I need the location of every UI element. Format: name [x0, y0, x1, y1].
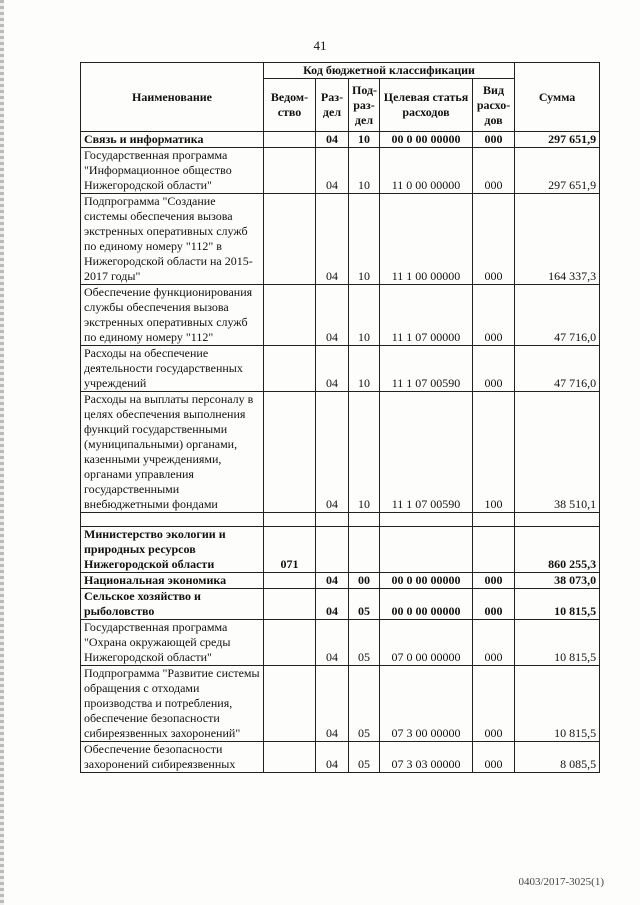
row-vedomstvo: [264, 346, 316, 392]
table-row: [81, 346, 600, 392]
spacer-cell: [473, 513, 515, 527]
spacer-cell: [515, 513, 600, 527]
row-vedomstvo: [264, 148, 316, 194]
row-name: Обеспечение функционирования службы обеспечения вызова экстренных оперативных служб по единому номеру "112": [81, 285, 264, 346]
row-summa: 47 716,0: [515, 285, 600, 346]
row-name: Министерство экологии и природных ресурсов Нижегородской области: [81, 527, 264, 573]
scan-edge: [0, 0, 4, 905]
row-celevaya: 11 1 00 00000: [380, 194, 473, 285]
row-podrazdel: 00: [349, 573, 380, 589]
row-vedomstvo: [264, 589, 316, 620]
row-vedomstvo: [264, 132, 316, 148]
row-vid: 000: [473, 620, 515, 666]
row-razdel: 04: [316, 589, 349, 620]
row-podrazdel: 10: [349, 285, 380, 346]
row-vid: 000: [473, 132, 515, 148]
row-razdel: 04: [316, 132, 349, 148]
header-celevaya: Целевая статья расходов: [380, 79, 473, 132]
row-summa: 297 651,9: [515, 148, 600, 194]
row-vedomstvo: [264, 742, 316, 773]
budget-table: [80, 62, 600, 773]
row-vid: 000: [473, 589, 515, 620]
spacer-cell: [264, 513, 316, 527]
table-row: [81, 392, 600, 513]
row-vid: 000: [473, 148, 515, 194]
row-razdel: 04: [316, 620, 349, 666]
page-number: 41: [313, 38, 327, 53]
header-razdel: Раз-дел: [316, 79, 349, 132]
row-summa: 47 716,0: [515, 346, 600, 392]
row-celevaya: 11 1 07 00590: [380, 346, 473, 392]
row-vedomstvo: [264, 194, 316, 285]
header-summa: Сумма: [515, 63, 600, 132]
row-podrazdel: 10: [349, 194, 380, 285]
table-row: [81, 527, 600, 573]
header-vedomstvo: Ведом-ство: [264, 79, 316, 132]
row-name: Сельское хозяйство и рыболовство: [81, 589, 264, 620]
row-celevaya: 07 0 00 00000: [380, 620, 473, 666]
row-podrazdel: 05: [349, 589, 380, 620]
row-name: Государственная программа "Информационное общество Нижегородской области": [81, 148, 264, 194]
row-razdel: 04: [316, 666, 349, 742]
row-name: Подпрограмма "Создание системы обеспечения вызова экстренных оперативных служб по единому номеру "112" в Нижегородской области на 2015-2017 годы": [81, 194, 264, 285]
spacer-cell: [380, 513, 473, 527]
row-podrazdel: 10: [349, 132, 380, 148]
row-razdel: 04: [316, 346, 349, 392]
row-podrazdel: 05: [349, 742, 380, 773]
row-summa: 38 510,1: [515, 392, 600, 513]
row-vid: [473, 527, 515, 573]
row-vid: 000: [473, 742, 515, 773]
table-row: [81, 666, 600, 742]
table-row: [81, 573, 600, 589]
row-vedomstvo: [264, 285, 316, 346]
row-vedomstvo: [264, 666, 316, 742]
row-vedomstvo: [264, 620, 316, 666]
table-row: [81, 148, 600, 194]
row-summa: 297 651,9: [515, 132, 600, 148]
row-celevaya: 00 0 00 00000: [380, 589, 473, 620]
spacer-cell: [81, 513, 264, 527]
row-celevaya: 00 0 00 00000: [380, 132, 473, 148]
row-razdel: [316, 527, 349, 573]
row-celevaya: 11 0 00 00000: [380, 148, 473, 194]
spacer-row: [81, 513, 600, 527]
row-vid: 000: [473, 573, 515, 589]
table-row: [81, 132, 600, 148]
row-summa: 10 815,5: [515, 666, 600, 742]
header-name: Наименование: [81, 63, 264, 132]
table-row: [81, 589, 600, 620]
row-podrazdel: 10: [349, 392, 380, 513]
row-podrazdel: 05: [349, 620, 380, 666]
table-row: [81, 742, 600, 773]
row-vid: 000: [473, 285, 515, 346]
row-celevaya: 11 1 07 00590: [380, 392, 473, 513]
row-podrazdel: 10: [349, 346, 380, 392]
row-vid: 000: [473, 346, 515, 392]
row-celevaya: [380, 527, 473, 573]
row-name: Подпрограмма "Развитие системы обращения с отходами производства и потребления, обеспечение безопасности сибиреязвенных захоронений": [81, 666, 264, 742]
row-podrazdel: 05: [349, 666, 380, 742]
row-name: Расходы на обеспечение деятельности государственных учреждений: [81, 346, 264, 392]
row-vid: 000: [473, 194, 515, 285]
row-celevaya: 07 3 00 00000: [380, 666, 473, 742]
row-vid: 100: [473, 392, 515, 513]
row-vedomstvo: [264, 392, 316, 513]
row-summa: 38 073,0: [515, 573, 600, 589]
row-name: Связь и информатика: [81, 132, 264, 148]
spacer-cell: [349, 513, 380, 527]
table-body: [81, 132, 600, 773]
row-razdel: 04: [316, 194, 349, 285]
row-summa: 8 085,5: [515, 742, 600, 773]
header-budget-code: Код бюджетной классификации: [264, 63, 515, 79]
row-summa: 10 815,5: [515, 589, 600, 620]
row-vid: 000: [473, 666, 515, 742]
row-razdel: 04: [316, 742, 349, 773]
table-row: [81, 285, 600, 346]
row-summa: 164 337,3: [515, 194, 600, 285]
row-name: Обеспечение безопасности захоронений сибиреязвенных: [81, 742, 264, 773]
row-vedomstvo: 071: [264, 527, 316, 573]
row-name: Государственная программа "Охрана окружающей среды Нижегородской области": [81, 620, 264, 666]
table-row: [81, 194, 600, 285]
row-name: Национальная экономика: [81, 573, 264, 589]
header-podrazdel: Под-раз-дел: [349, 79, 380, 132]
table-row: [81, 620, 600, 666]
row-celevaya: 00 0 00 00000: [380, 573, 473, 589]
spacer-cell: [316, 513, 349, 527]
row-podrazdel: [349, 527, 380, 573]
header-vid: Вид расхо-дов: [473, 79, 515, 132]
row-razdel: 04: [316, 148, 349, 194]
row-podrazdel: 10: [349, 148, 380, 194]
row-name: Расходы на выплаты персоналу в целях обеспечения выполнения функций государственными (муниципальными) органами, казенными учреждениями, органами управления государственными внебюджетными фондами: [81, 392, 264, 513]
row-celevaya: 07 3 03 00000: [380, 742, 473, 773]
row-razdel: 04: [316, 573, 349, 589]
row-razdel: 04: [316, 285, 349, 346]
row-summa: 10 815,5: [515, 620, 600, 666]
row-celevaya: 11 1 07 00000: [380, 285, 473, 346]
row-vedomstvo: [264, 573, 316, 589]
document-code: 0403/2017-3025(1): [518, 876, 604, 888]
row-razdel: 04: [316, 392, 349, 513]
row-summa: 860 255,3: [515, 527, 600, 573]
